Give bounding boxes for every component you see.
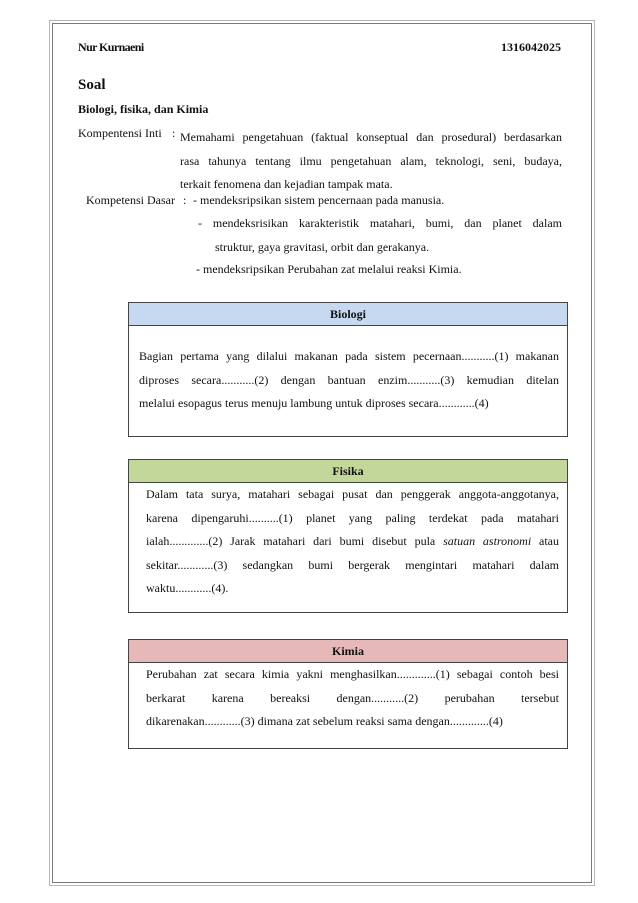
kompetensi-dasar-item: - mendeksripsikan Perubahan zat melalui reaksi Kimia. bbox=[196, 262, 462, 276]
kompetensi-inti-text bbox=[180, 126, 562, 197]
kompetensi-inti-line: rasa tahunya tentang ilmu pengetahuan alam, teknologi, seni, budaya, bbox=[180, 153, 562, 168]
question-line: waktu............(4). bbox=[146, 581, 229, 595]
question-line-mixed bbox=[146, 530, 559, 554]
page-title: Soal bbox=[78, 77, 106, 93]
question-line: karena dipengaruhi..........(1) planet yang paling terdekat pada matahari bbox=[146, 510, 559, 525]
question-line: berkarat karena bereaksi dengan...........(2) perubahan tersebut bbox=[146, 690, 559, 705]
fisika-question-box bbox=[128, 459, 568, 613]
biologi-question-box bbox=[128, 302, 568, 437]
question-line: sekitar............(3) sedangkan bumi bergerak mengintari matahari dalam bbox=[146, 557, 559, 572]
biologi-box-body bbox=[129, 326, 567, 416]
question-line: melalui esopagus terus menuju lambung untuk diproses secara............(4) bbox=[139, 396, 489, 410]
subject-heading: Biologi, fisika, dan Kimia bbox=[78, 102, 209, 116]
kompetensi-dasar-label: Kompetensi Dasar bbox=[86, 193, 175, 207]
kompetensi-dasar-item: struktur, gaya gravitasi, orbit dan gerakanya. bbox=[215, 240, 430, 254]
kompetensi-inti-colon: : bbox=[172, 126, 176, 140]
kompetensi-inti-label: Kompentensi Inti bbox=[78, 126, 162, 140]
kompetensi-dasar-item: - mendeksripsikan sistem pencernaan pada manusia. bbox=[193, 193, 445, 207]
question-line: Bagian pertama yang dilalui makanan pada sistem pecernaan...........(1) makanan bbox=[139, 349, 559, 363]
italic-term: satuan astronomi bbox=[443, 534, 532, 548]
kimia-box-header: Kimia bbox=[129, 640, 567, 663]
author-name: Nur Kurnaeni bbox=[78, 40, 144, 54]
kompetensi-dasar-item: - mendeksrisikan karakteristik matahari, bumi, dan planet dalam bbox=[198, 216, 562, 230]
fisika-box-header: Fisika bbox=[129, 460, 567, 483]
kompetensi-inti-line: Memahami pengetahuan (faktual konseptual dan prosedural) berdasarkan bbox=[180, 130, 562, 144]
kimia-box-body bbox=[129, 663, 567, 734]
question-text: atau bbox=[531, 534, 559, 548]
biologi-box-header: Biologi bbox=[129, 303, 567, 326]
kompetensi-dasar-colon: : bbox=[183, 193, 187, 207]
question-line: Perubahan zat secara kimia yakni menghasilkan.............(1) sebagai contoh besi bbox=[146, 667, 559, 681]
question-line: dikarenakan............(3) dimana zat sebelum reaksi sama dengan.............(4) bbox=[146, 714, 503, 728]
question-line: Dalam tata surya, matahari sebagai pusat dan penggerak anggota-anggotanya, bbox=[146, 487, 559, 501]
kimia-question-box bbox=[128, 639, 568, 749]
kompetensi-inti-line: terkait fenomena dan kejadian tampak mata. bbox=[180, 177, 393, 191]
question-text: ialah.............(2) Jarak matahari dari bumi disebut pula bbox=[146, 534, 444, 548]
question-line: diproses secara...........(2) dengan bantuan enzim...........(3) kemudian ditelan bbox=[139, 372, 559, 387]
student-id: 1316042025 bbox=[501, 40, 561, 54]
fisika-box-body bbox=[129, 483, 567, 601]
